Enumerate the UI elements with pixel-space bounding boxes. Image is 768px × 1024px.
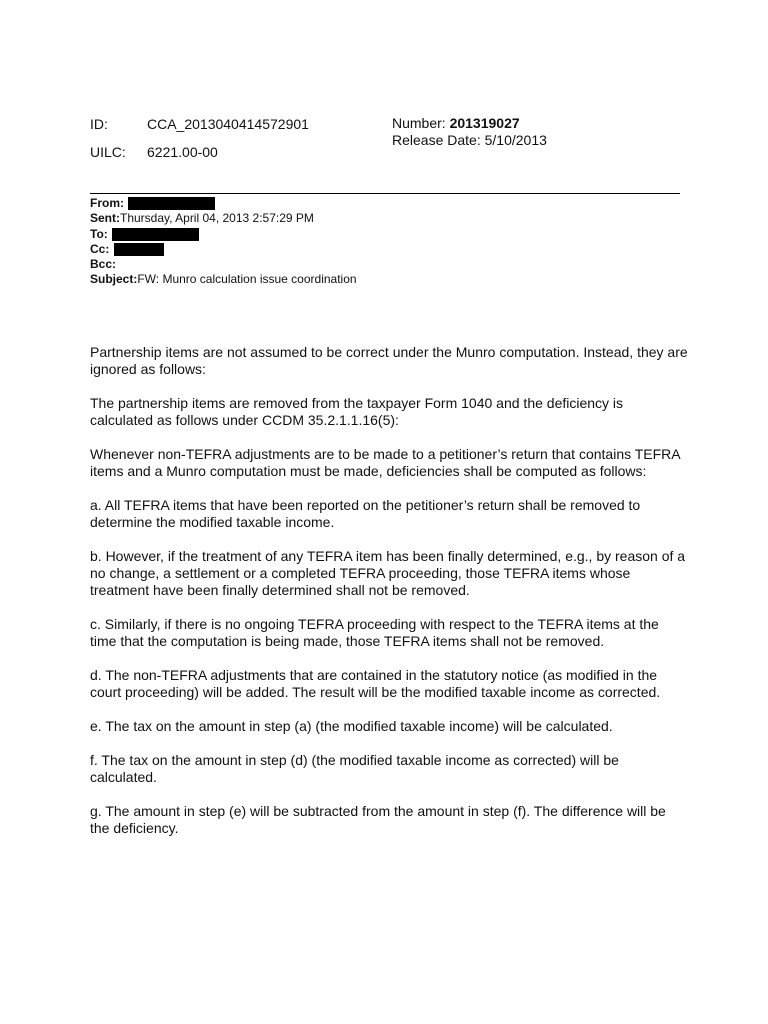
number-block xyxy=(392,115,547,149)
cc-row xyxy=(90,242,357,257)
bcc-label: Bcc: xyxy=(90,257,117,272)
memo-body xyxy=(90,344,688,854)
release-date-row xyxy=(392,132,547,149)
subject-row xyxy=(90,272,357,287)
to-row xyxy=(90,227,357,242)
id-value: CCA_2013040414572901 xyxy=(147,116,309,132)
sent-row xyxy=(90,211,357,226)
body-paragraph: The partnership items are removed from the taxpayer Form 1040 and the deficiency is calculated as follows under CCDM 35.2.1.1.16(5): xyxy=(90,395,624,428)
to-label: To: xyxy=(90,226,108,241)
body-paragraph: g. The amount in step (e) will be subtracted from the amount in step (f). The difference will be the deficiency. xyxy=(90,803,666,836)
number-row xyxy=(392,115,547,132)
from-row xyxy=(90,196,357,211)
id-label: ID: xyxy=(90,116,108,132)
id-block xyxy=(90,115,309,171)
body-paragraph: b. However, if the treatment of any TEFRA item has been finally determined, e.g., by reason of a no change, a settlement or a completed TEFRA proceeding, those TEFRA items whose treatment have been finally determined shall not be removed. xyxy=(90,548,686,598)
uilc-value: 6221.00-00 xyxy=(147,144,218,160)
sent-label: Sent: xyxy=(90,211,120,226)
body-paragraph: f. The tax on the amount in step (d) (the modified taxable income as corrected) will be calculated. xyxy=(90,752,619,785)
body-paragraph: a. All TEFRA items that have been reported on the petitioner’s return shall be removed to determine the modified taxable income. xyxy=(90,497,641,530)
redaction-bar xyxy=(128,197,215,210)
uilc-row xyxy=(90,143,309,161)
bcc-row xyxy=(90,257,357,272)
cc-label: Cc: xyxy=(90,241,110,256)
redaction-bar xyxy=(112,228,199,241)
sent-value: Thursday, April 04, 2013 2:57:29 PM xyxy=(120,211,314,226)
body-paragraph: c. Similarly, if there is no ongoing TEFRA proceeding with respect to the TEFRA items at the time that the computation is being made, those TEFRA items shall not be removed. xyxy=(90,616,659,649)
body-paragraph: Partnership items are not assumed to be correct under the Munro computation. Instead, they are ignored as follows: xyxy=(90,344,688,377)
release-date-value: 5/10/2013 xyxy=(484,132,547,148)
uilc-label: UILC: xyxy=(90,144,126,160)
header-divider xyxy=(90,193,680,194)
subject-value: FW: Munro calculation issue coordination xyxy=(137,272,357,287)
body-paragraph: Whenever non-TEFRA adjustments are to be made to a petitioner’s return that contains TEFRA items and a Munro computation must be made, deficiencies shall be computed as follows: xyxy=(90,446,680,479)
number-value: 201319027 xyxy=(449,115,520,131)
email-header xyxy=(90,196,357,288)
number-label: Number: xyxy=(392,115,450,131)
id-row xyxy=(90,115,309,133)
from-label: From: xyxy=(90,196,124,210)
body-paragraph: d. The non-TEFRA adjustments that are contained in the statutory notice (as modified in the court proceeding) will be added. The result will be the modified taxable income as corrected. xyxy=(90,667,661,700)
body-paragraph: e. The tax on the amount in step (a) (the modified taxable income) will be calculated. xyxy=(90,718,613,734)
release-date-label: Release Date: xyxy=(392,132,485,148)
subject-label: Subject: xyxy=(90,272,138,287)
redaction-bar xyxy=(114,243,164,256)
